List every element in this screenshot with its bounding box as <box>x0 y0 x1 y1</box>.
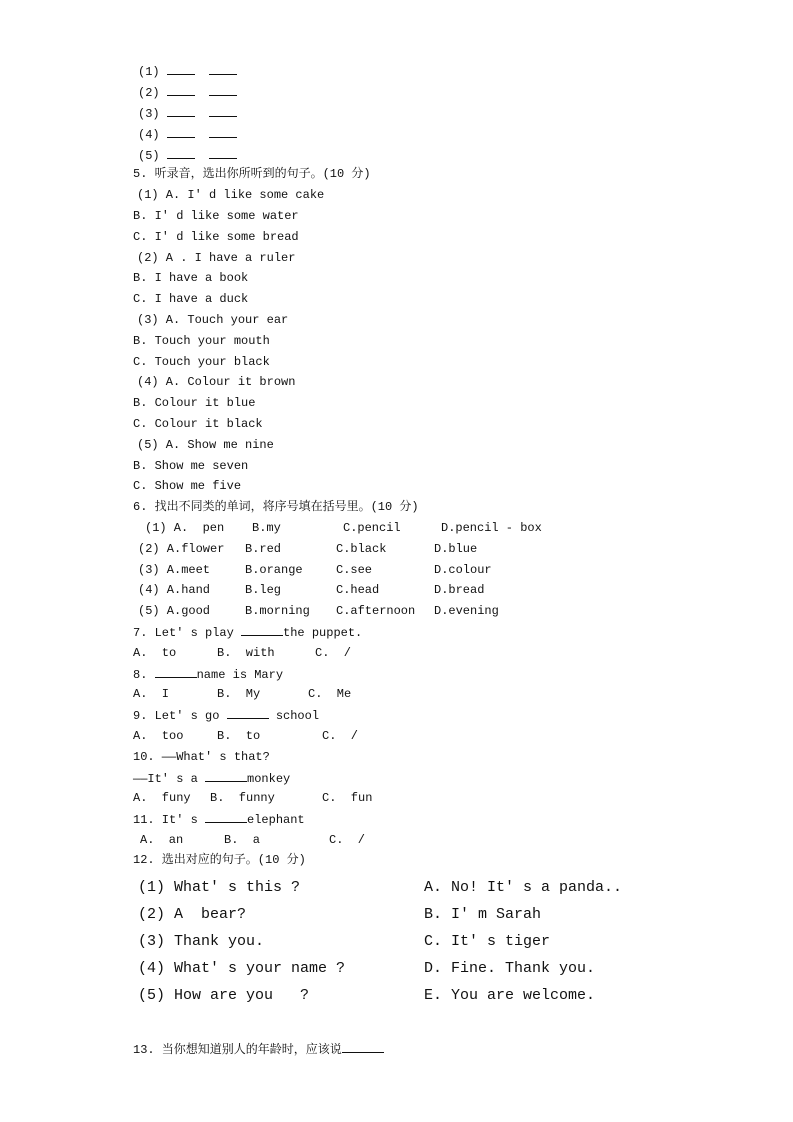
blank[interactable] <box>167 125 195 138</box>
stem-text: 8. <box>133 668 155 682</box>
left-item: (3) Thank you. <box>138 933 265 950</box>
question-title: 12. 选出对应的句子。(10 分) <box>133 853 306 867</box>
blank-row <box>138 125 251 141</box>
answer-blank[interactable] <box>342 1041 384 1053</box>
question-title: 6. 找出不同类的单词，将序号填在括号里。(10 分) <box>133 500 419 514</box>
option-row <box>0 603 793 619</box>
blank[interactable] <box>209 146 237 159</box>
option-c: C. Me <box>308 687 352 701</box>
left-item: (1) What' s this ? <box>138 879 301 896</box>
blank[interactable] <box>209 125 237 138</box>
question-stem <box>133 666 283 682</box>
option-line: C. Show me five <box>133 479 242 493</box>
blank-row <box>138 83 251 99</box>
right-item: C. It' s tiger <box>424 933 551 950</box>
option-row <box>0 832 793 848</box>
option-a: (2) A.flower <box>138 542 225 556</box>
answer-blank[interactable] <box>155 666 197 678</box>
option-line: (5) A. Show me nine <box>137 438 274 452</box>
item-number: (3) <box>138 107 160 121</box>
option-row <box>0 686 793 702</box>
option-b: B. My <box>217 687 261 701</box>
option-a: A. too <box>133 729 184 743</box>
option-line: B. Touch your mouth <box>133 334 270 348</box>
option-a: (4) A.hand <box>138 583 211 597</box>
question-stem: 10. ——What' s that? <box>133 750 270 764</box>
left-item: (5) How are you ? <box>138 987 310 1004</box>
blank[interactable] <box>167 104 195 117</box>
option-a: (1) A. pen <box>145 521 225 535</box>
option-line: B. Show me seven <box>133 459 249 473</box>
question-stem <box>133 707 319 723</box>
option-line: (1) A. I' d like some cake <box>137 188 325 202</box>
left-item: (2) A bear? <box>138 906 247 923</box>
option-b: B. to <box>217 729 261 743</box>
option-line: B. Colour it blue <box>133 396 256 410</box>
option-c: C. / <box>329 833 366 847</box>
stem-text: 11. It' s <box>133 813 206 827</box>
option-a: A. funy <box>133 791 191 805</box>
stem-text: name is Mary <box>196 668 284 682</box>
option-line: C. I' d like some bread <box>133 230 299 244</box>
stem-text: elephant <box>247 813 305 827</box>
item-number: (4) <box>138 128 160 142</box>
option-c: C.see <box>336 563 373 577</box>
option-a: (3) A.meet <box>138 563 211 577</box>
right-item: D. Fine. Thank you. <box>424 960 596 977</box>
option-d: D.evening <box>434 604 499 618</box>
right-item: A. No! It' s a panda.. <box>424 879 623 896</box>
option-d: D.blue <box>434 542 478 556</box>
stem-text: 13. 当你想知道别人的年龄时，应该说 <box>133 1043 342 1057</box>
answer-blank[interactable] <box>205 770 247 782</box>
option-row <box>0 728 793 744</box>
blank[interactable] <box>209 83 237 96</box>
option-line: C. Colour it black <box>133 417 263 431</box>
option-line: C. I have a duck <box>133 292 249 306</box>
blank[interactable] <box>167 146 195 159</box>
option-line: (2) A . I have a ruler <box>137 251 296 265</box>
option-b: B.orange <box>245 563 303 577</box>
right-item: E. You are welcome. <box>424 987 596 1004</box>
item-number: (5) <box>138 149 160 163</box>
option-b: B.morning <box>245 604 310 618</box>
option-d: D.colour <box>434 563 492 577</box>
option-a: (5) A.good <box>138 604 211 618</box>
option-row <box>0 582 793 598</box>
option-c: C. fun <box>322 791 373 805</box>
option-c: C.pencil <box>343 521 401 535</box>
option-b: B.leg <box>245 583 282 597</box>
question-stem <box>133 1041 384 1057</box>
option-row <box>0 520 793 536</box>
blank[interactable] <box>209 104 237 117</box>
stem-text: the puppet. <box>283 626 363 640</box>
option-line: (3) A. Touch your ear <box>137 313 289 327</box>
option-c: C.head <box>336 583 380 597</box>
stem-text: ——It' s a <box>133 772 206 786</box>
answer-blank[interactable] <box>205 811 247 823</box>
option-b: B. funny <box>210 791 275 805</box>
option-row <box>0 645 793 661</box>
option-d: D.bread <box>434 583 485 597</box>
right-item: B. I' m Sarah <box>424 906 542 923</box>
option-line: (4) A. Colour it brown <box>137 375 296 389</box>
question-stem <box>133 624 362 640</box>
blank[interactable] <box>167 83 195 96</box>
option-c: C.afternoon <box>336 604 416 618</box>
option-a: A. to <box>133 646 177 660</box>
option-a: A. I <box>133 687 170 701</box>
option-b: B. with <box>217 646 275 660</box>
option-line: B. I have a book <box>133 271 249 285</box>
blank[interactable] <box>167 62 195 75</box>
question-stem <box>133 770 290 786</box>
option-row <box>0 541 793 557</box>
item-number: (1) <box>138 65 160 79</box>
option-b: B.my <box>252 521 281 535</box>
item-number: (2) <box>138 86 160 100</box>
question-title: 5. 听录音，选出你所听到的句子。(10 分) <box>133 167 371 181</box>
blank-row <box>138 146 251 162</box>
left-item: (4) What' s your name ? <box>138 960 346 977</box>
stem-text: 7. Let' s play <box>133 626 242 640</box>
option-row <box>0 790 793 806</box>
option-line: B. I' d like some water <box>133 209 299 223</box>
option-a: A. an <box>140 833 184 847</box>
question-stem <box>133 811 305 827</box>
option-c: C. / <box>322 729 359 743</box>
stem-text: 9. Let' s go <box>133 709 227 723</box>
answer-blank[interactable] <box>227 707 269 719</box>
option-b: B.red <box>245 542 282 556</box>
option-c: C.black <box>336 542 387 556</box>
stem-text: school <box>268 709 320 723</box>
option-line: C. Touch your black <box>133 355 270 369</box>
option-c: C. / <box>315 646 352 660</box>
answer-blank[interactable] <box>241 624 283 636</box>
stem-text: monkey <box>247 772 291 786</box>
blank-row <box>138 104 251 120</box>
blank-row <box>138 62 251 78</box>
option-d: D.pencil - box <box>441 521 542 535</box>
blank[interactable] <box>209 62 237 75</box>
option-row <box>0 562 793 578</box>
option-b: B. a <box>224 833 261 847</box>
